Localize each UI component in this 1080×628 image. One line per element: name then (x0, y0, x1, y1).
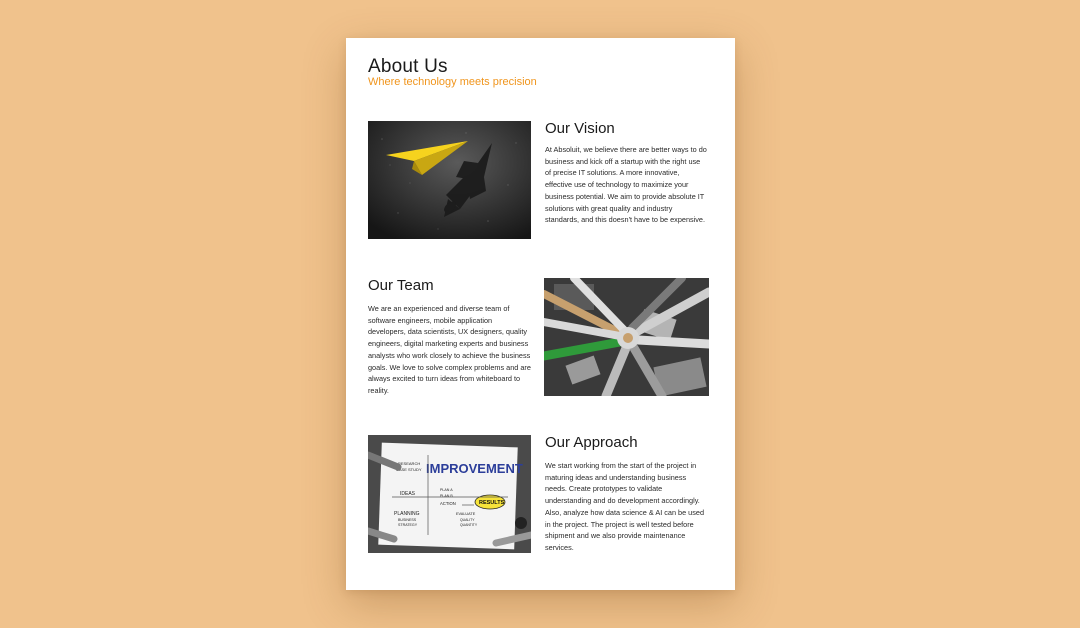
team-text: We are an experienced and diverse team of software engineers, mobile application developers, data scientists, UX designers, quality engineers, digital marketing experts and business analysts who work closely to achieve the business goals. We love to solve complex problems and are always excited to turn ideas from whiteboard to reality. (368, 304, 531, 395)
page-title: About Us (368, 56, 448, 77)
whiteboard-headline: IMPROVEMENT (426, 461, 523, 476)
wb-ideas: IDEAS (400, 491, 416, 497)
wb-case-study: CASE STUDY (396, 467, 422, 472)
approach-heading: Our Approach (545, 434, 638, 451)
improvement-whiteboard-image (368, 435, 531, 553)
wb-planning: PLANNING (394, 511, 420, 517)
wb-research: RESEARCH (398, 461, 421, 466)
team-heading: Our Team (368, 277, 434, 294)
vision-text: At Absoluit, we believe there are better ways to do business and kick off a startup with the right use of precise IT solutions. A more innovative, effective use of technology to maximize your business potential. We aim to provide absolute IT solutions with great quality and industry standards, and this doesn't have to be expensive. (545, 145, 707, 225)
approach-image (368, 435, 531, 553)
wb-plan-a: PLAN A (440, 488, 453, 492)
wb-evaluate: EVALUATE (456, 512, 476, 516)
approach-text: We start working from the start of the project in maturing ideas and understanding business needs. Create prototypes to validate understanding and do development accordingly. Also, analyze how data science & AI can be used in the project. The project is well tested before shipment and we also provide maintenance services. (545, 461, 705, 552)
vision-image (368, 121, 531, 239)
wb-strategy: STRATEGY (398, 523, 418, 527)
paper-plane-rocket-shadow-image (368, 121, 531, 239)
vision-heading: Our Vision (545, 120, 615, 137)
page-subtitle: Where technology meets precision (368, 76, 537, 88)
wb-results: RESULTS (479, 500, 505, 506)
wb-business: BUSINESS (398, 518, 417, 522)
wb-action: ACTION (440, 501, 456, 506)
team-image (544, 278, 709, 396)
about-us-card (346, 38, 735, 590)
wb-quantity: QUANTITY (460, 523, 478, 527)
wb-plan-b: PLAN B (440, 494, 453, 498)
wb-quality: QUALITY (460, 518, 475, 522)
team-hands-stacked-image (544, 278, 709, 396)
